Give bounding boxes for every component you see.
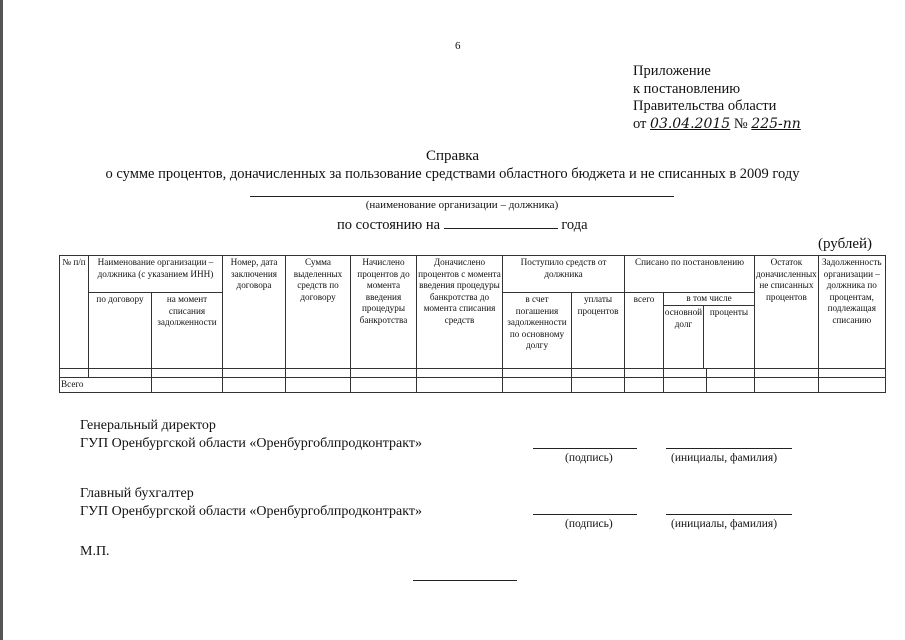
- name-caption: (инициалы, фамилия): [671, 452, 778, 464]
- name-caption: (инициалы, фамилия): [671, 518, 778, 530]
- signer-org: ГУП Оренбургской области «Оренбургоблпродконтракт»: [80, 436, 422, 451]
- appendix-line2: к постановлению: [633, 80, 741, 97]
- date-prefix: от: [633, 115, 647, 132]
- doc-subtitle: о сумме процентов, доначисленных за пользование средствами областного бюджета и не списанных в 2009 году: [105, 166, 800, 182]
- header-org-contract: по договору: [89, 293, 152, 369]
- header-num: № п/п: [60, 256, 89, 369]
- as-of-prefix: по состоянию на: [337, 217, 441, 233]
- name-line: [666, 514, 792, 515]
- report-table: [59, 255, 886, 393]
- signer-role: Генеральный директор: [80, 418, 216, 433]
- appendix-line1: Приложение: [633, 63, 711, 79]
- header-debt: Задолженность организации – должника по процентам, подлежащая списанию: [818, 256, 885, 369]
- as-of-suffix: года: [561, 217, 588, 233]
- signature-line: [533, 448, 637, 449]
- signature-caption: (подпись): [565, 518, 613, 530]
- as-of-line: [337, 216, 588, 234]
- header-written-incl-cell: [664, 293, 755, 369]
- header-amount: Сумма выделенных средств по договору: [286, 256, 351, 369]
- signature-caption: (подпись): [565, 452, 613, 464]
- signer-role: Главный бухгалтер: [80, 486, 194, 501]
- header-written-interest: проценты: [709, 307, 749, 317]
- bottom-divider: [413, 580, 517, 581]
- header-additional: Доначислено процентов с момента введения процедуры банкротства до момента списания средств: [417, 256, 503, 369]
- scan-edge: [0, 0, 3, 640]
- appendix-date-line: [633, 116, 801, 134]
- signer-org: ГУП Оренбургской области «Оренбургоблпродконтракт»: [80, 504, 422, 519]
- appendix-block: [633, 63, 801, 133]
- signature-block-director: [80, 417, 422, 453]
- appendix-line3: Правительства области: [633, 98, 777, 114]
- header-written-total: всего: [625, 293, 664, 369]
- header-received-debt: в счет погашения задолженности по основному долгу: [503, 293, 572, 369]
- page-number: 6: [455, 40, 461, 52]
- name-line: [666, 448, 792, 449]
- header-contract-no: Номер, дата заключения договора: [223, 256, 286, 369]
- org-name-line: [250, 196, 674, 197]
- number-sign: №: [733, 115, 748, 132]
- total-label: Всего: [60, 378, 152, 393]
- seal-label: М.П.: [80, 544, 110, 559]
- header-accrued: Начислено процентов до момента введения процедуры банкротства: [351, 256, 417, 369]
- header-org: Наименование организации – должника (с указанием ИНН): [89, 256, 223, 293]
- doc-title: Справка: [426, 148, 479, 164]
- header-received-interest: уплаты процентов: [572, 293, 625, 369]
- signature-line: [533, 514, 637, 515]
- signature-block-accountant: [80, 485, 422, 521]
- units-label: (рублей): [818, 236, 873, 252]
- as-of-date-blank: [444, 216, 558, 229]
- header-received: Поступило средств от должника: [503, 256, 625, 293]
- header-written: Списано по постановлению: [625, 256, 755, 293]
- header-org-writeoff: на момент списания задолженности: [152, 293, 223, 369]
- handwritten-date: 03.04.2015: [650, 115, 731, 132]
- table-total-row: [60, 378, 886, 393]
- header-balance: Остаток доначисленных не списанных процентов: [755, 256, 819, 369]
- header-written-incl: в том числе: [664, 293, 754, 306]
- org-caption: (наименование организации – должника): [365, 199, 559, 211]
- table-row: [60, 369, 886, 378]
- handwritten-number: 225-пп: [751, 115, 801, 132]
- header-written-main: основной долг: [664, 306, 704, 368]
